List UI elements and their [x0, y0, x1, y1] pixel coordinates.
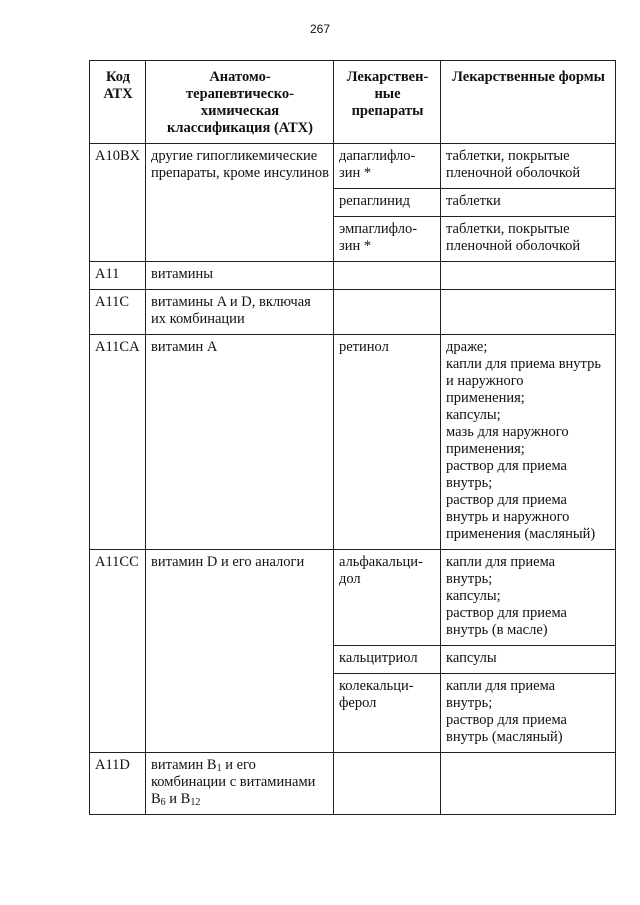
drug-name: колекальци- ферол	[334, 674, 441, 753]
name-part: и его комбинации с витаминами B	[151, 757, 316, 807]
dosage-forms-empty	[441, 262, 616, 290]
drug-name-empty	[334, 262, 441, 290]
table-row	[90, 550, 616, 646]
atx-code: A11	[90, 262, 146, 290]
table-row	[90, 262, 616, 290]
dosage-forms: драже; капли для приема внутрь и наружного применения; капсулы; мазь для наружного применения; раствор для приема внутрь; раствор для приема внутрь и наружного применения (масляный)	[441, 335, 616, 550]
atx-code: A11D	[90, 753, 146, 815]
table-row	[90, 753, 616, 815]
atx-group-name: витамин D и его аналоги	[146, 550, 334, 753]
table-row	[90, 335, 616, 550]
table-header-row	[90, 61, 616, 144]
atx-group-name: витамин A	[146, 335, 334, 550]
header-classification: Анатомо- терапевтическо- химическая классификация (АТХ)	[146, 61, 334, 144]
subscript: 6	[160, 797, 166, 808]
dosage-forms: таблетки, покрытые пленочной оболочкой	[441, 144, 616, 189]
dosage-forms-empty	[441, 753, 616, 815]
atx-group-name: другие гипогликемические препараты, кроме инсулинов	[146, 144, 334, 262]
atx-group-name: витамины A и D, включая их комбинации	[146, 290, 334, 335]
name-part: и B	[165, 791, 191, 807]
drug-name: дапаглифло- зин *	[334, 144, 441, 189]
dosage-forms: капли для приема внутрь; раствор для приема внутрь (масляный)	[441, 674, 616, 753]
table-row	[90, 290, 616, 335]
header-forms: Лекарственные формы	[441, 61, 616, 144]
subscript: 1	[216, 763, 222, 774]
dosage-forms: таблетки	[441, 189, 616, 217]
atx-group-name: витамины	[146, 262, 334, 290]
page-number: 267	[309, 22, 331, 36]
subscript: 12	[190, 797, 201, 808]
atx-code: A10BX	[90, 144, 146, 262]
dosage-forms: капсулы	[441, 646, 616, 674]
drug-name: кальцитриол	[334, 646, 441, 674]
atx-group-name	[146, 753, 334, 815]
header-code: Код АТХ	[90, 61, 146, 144]
atx-code: A11CA	[90, 335, 146, 550]
drug-name-empty	[334, 753, 441, 815]
atx-code: A11C	[90, 290, 146, 335]
header-drugs: Лекарствен- ные препараты	[334, 61, 441, 144]
drug-name: эмпаглифло- зин *	[334, 217, 441, 262]
drug-name-empty	[334, 290, 441, 335]
dosage-forms-empty	[441, 290, 616, 335]
atx-code: A11CC	[90, 550, 146, 753]
atx-classification-table	[89, 60, 616, 815]
drug-name: ретинол	[334, 335, 441, 550]
drug-name: альфакальци- дол	[334, 550, 441, 646]
dosage-forms: капли для приема внутрь; капсулы; раствор для приема внутрь (в масле)	[441, 550, 616, 646]
drug-name: репаглинид	[334, 189, 441, 217]
name-part: витамин B	[151, 757, 217, 773]
dosage-forms: таблетки, покрытые пленочной оболочкой	[441, 217, 616, 262]
table-row	[90, 144, 616, 189]
